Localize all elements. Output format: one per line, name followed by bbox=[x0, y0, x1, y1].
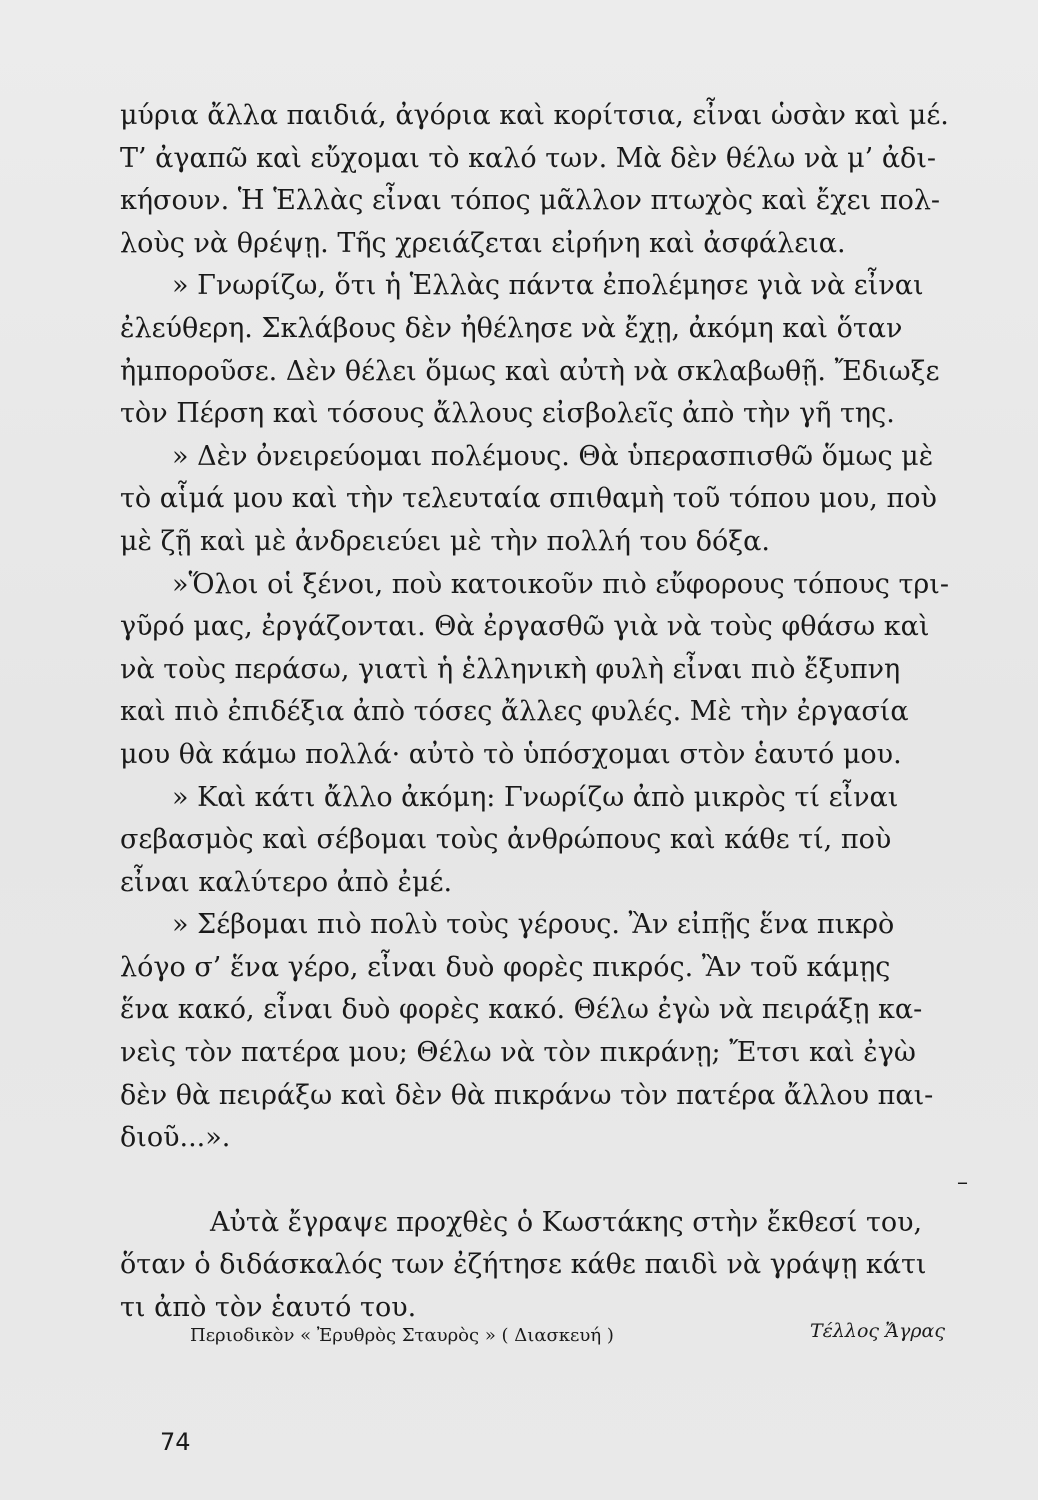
text-line: λόγο σ’ ἕνα γέρο, εἶναι δυὸ φορὲς πικρός. Ἂν τοῦ κάμῃς bbox=[120, 951, 891, 983]
text-line: ὅταν ὁ διδάσκαλός των ἐζήτησε κάθε παιδὶ νὰ γράψῃ κάτι bbox=[120, 1249, 927, 1281]
text-line: ἐλεύθερη. Σκλάβους δὲν ἠθέλησε νὰ ἔχῃ, ἀκόμη καὶ ὅταν bbox=[120, 312, 903, 344]
text-line: λοὺς νὰ θρέψῃ. Τῆς χρειάζεται εἰρήνη καὶ ἀσφάλεια. bbox=[120, 227, 846, 259]
text-line: εἶναι καλύτερο ἀπὸ ἐμέ. bbox=[120, 866, 453, 898]
text-line: μὲ ζῇ καὶ μὲ ἀνδρειεύει μὲ τὴν πολλή του δόξα. bbox=[120, 525, 770, 557]
text-line: ἕνα κακό, εἶναι δυὸ φορὲς κακό. Θέλω ἐγὼ νὰ πειράξῃ κα- bbox=[120, 994, 923, 1026]
text-line: νὰ τοὺς περάσω, γιατὶ ἡ ἑλληνικὴ φυλὴ εἶναι πιὸ ἔξυπνη bbox=[120, 653, 901, 685]
text-line: Αὐτὰ ἔγραψε προχθὲς ὁ Κωστάκης στὴν ἔκθεσί του, bbox=[210, 1206, 923, 1238]
text-line: » Γνωρίζω, ὅτι ἡ Ἑλλὰς πάντα ἐπολέμησε γιὰ νὰ εἶναι bbox=[172, 270, 924, 302]
text-line: νεὶς τὸν πατέρα μου; Θέλω νὰ τὸν πικράνῃ; Ἔτσι καὶ ἐγὼ bbox=[120, 1037, 916, 1069]
text-line: σεβασμὸς καὶ σέβομαι τοὺς ἀνθρώπους καὶ κάθε τί, ποὺ bbox=[120, 824, 892, 856]
text-line: μου θὰ κάμω πολλά· αὐτὸ τὸ ὑπόσχομαι στὸν ἑαυτό μου. bbox=[120, 738, 902, 770]
text-line: » Σέβομαι πιὸ πολὺ τοὺς γέρους. Ἂν εἰπῇς ἕνα πικρὸ bbox=[172, 909, 895, 941]
text-line: καὶ πιὸ ἐπιδέξια ἀπὸ τόσες ἄλλες φυλές. Μὲ τὴν ἐργασία bbox=[120, 696, 909, 728]
text-line: τι ἀπὸ τὸν ἑαυτό του. bbox=[120, 1292, 417, 1324]
page-number: 74 bbox=[160, 1428, 191, 1456]
text-line: » Δὲν ὀνειρεύομαι πολέμους. Θὰ ὑπερασπισθῶ ὅμως μὲ bbox=[172, 440, 934, 472]
body-text bbox=[120, 95, 980, 1330]
source-attribution: Περιοδικὸν « Ἐρυθρὸς Σταυρὸς » ( Διασκευή ) bbox=[190, 1325, 614, 1346]
text-line: δὲν θὰ πειράξω καὶ δὲν θὰ πικράνω τὸν πατέρα ἄλλου παι- bbox=[120, 1079, 934, 1111]
text-line: Τ’ ἀγαπῶ καὶ εὔχομαι τὸ καλό των. Μὰ δὲν θέλω νὰ μ’ ἀδι- bbox=[120, 142, 937, 174]
section-divider bbox=[120, 1160, 980, 1202]
text-line: κήσουν. Ἡ Ἑλλὰς εἶναι τόπος μᾶλλον πτωχὸς καὶ ἔχει πολ- bbox=[120, 185, 941, 217]
divider-dash: – bbox=[957, 1169, 968, 1195]
text-line: τὸν Πέρση καὶ τόσους ἄλλους εἰσβολεῖς ἀπὸ τὴν γῆ της. bbox=[120, 398, 895, 430]
text-line: γῦρό μας, ἐργάζονται. Θὰ ἐργασθῶ γιὰ νὰ τοὺς φθάσω καὶ bbox=[120, 611, 930, 643]
text-line: τὸ αἷμά μου καὶ τὴν τελευταία σπιθαμὴ τοῦ τόπου μου, ποὺ bbox=[120, 483, 937, 515]
text-line: διοῦ...». bbox=[120, 1122, 231, 1154]
text-line: ἠμποροῦσε. Δὲν θέλει ὅμως καὶ αὐτὴ νὰ σκλαβωθῇ. Ἔδιωξε bbox=[120, 355, 940, 387]
text-line: » Καὶ κάτι ἄλλο ἀκόμη: Γνωρίζω ἀπὸ μικρὸς τί εἶναι bbox=[172, 781, 899, 813]
text-line: »Ὅλοι οἱ ξένοι, ποὺ κατοικοῦν πιὸ εὔφορους τόπους τρι- bbox=[172, 568, 950, 600]
text-line: μύρια ἄλλα παιδιά, ἀγόρια καὶ κορίτσια, εἶναι ὡσὰν καὶ μέ. bbox=[120, 100, 949, 131]
author-signature: Τέλλος Ἄγρας bbox=[810, 1320, 946, 1342]
